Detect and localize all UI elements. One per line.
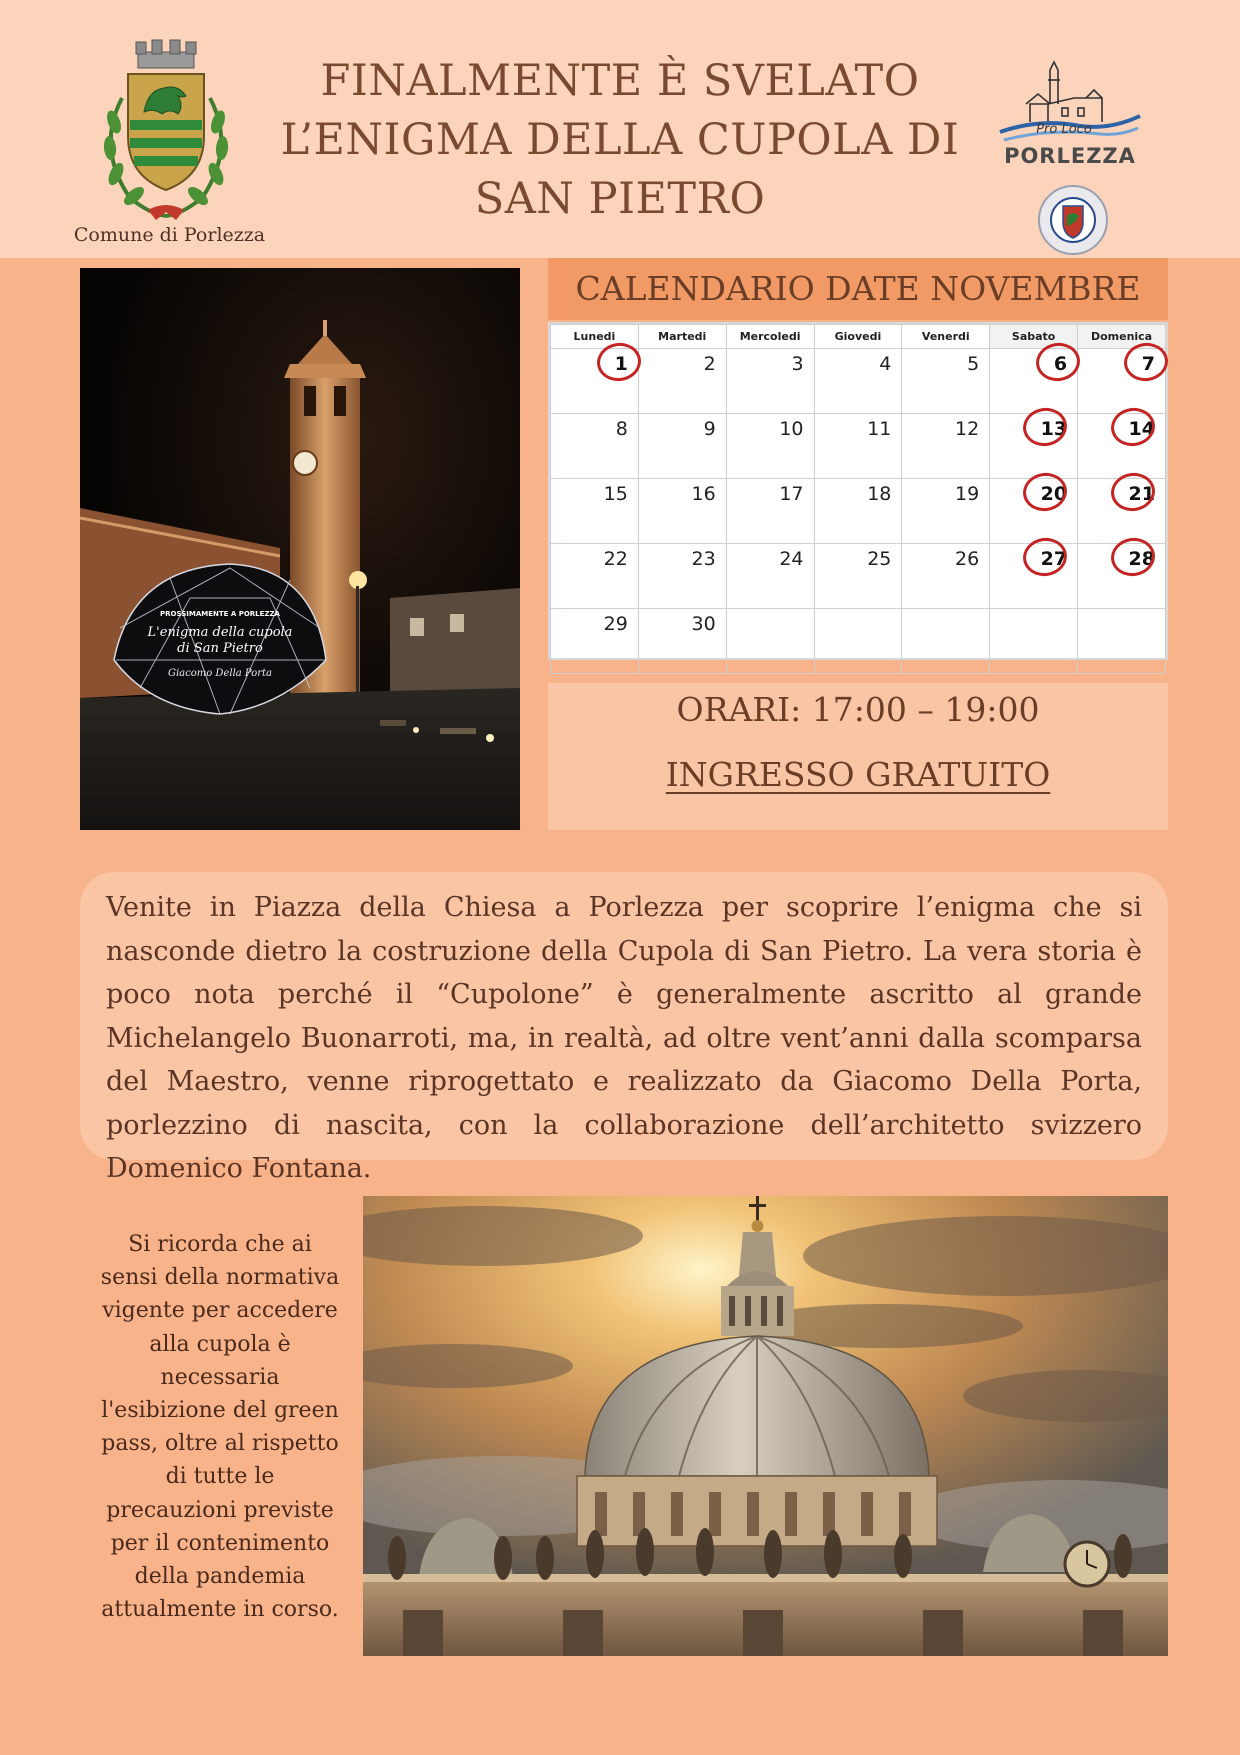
event-day-number: 27 <box>1037 546 1071 572</box>
day-number: 5 <box>967 353 980 375</box>
day-number: 12 <box>955 418 980 440</box>
calendar-day-cell <box>1078 414 1166 479</box>
weekday-header: Giovedi <box>814 325 902 349</box>
day-number: 3 <box>791 353 804 375</box>
opening-hours: ORARI: 17:00 – 19:00 <box>676 690 1040 729</box>
calendar-week-row <box>551 479 1166 544</box>
dome-title-line-1: L'enigma della cupola <box>147 625 293 640</box>
calendar-week-row <box>551 544 1166 609</box>
calendar-day-cell <box>814 609 902 674</box>
day-number: 15 <box>603 483 628 505</box>
calendar-day-cell <box>990 414 1078 479</box>
event-day-number: 14 <box>1125 416 1159 442</box>
day-number: 2 <box>703 353 716 375</box>
day-number: 23 <box>691 548 716 570</box>
calendar-day-cell <box>638 479 726 544</box>
day-number: 11 <box>867 418 892 440</box>
night-piazza-photo <box>80 268 520 830</box>
calendar-day-cell <box>726 544 814 609</box>
event-day-number: 28 <box>1125 546 1159 572</box>
calendar-day-cell <box>638 349 726 414</box>
event-day-number: 6 <box>1050 351 1071 377</box>
calendar-day-cell <box>1078 479 1166 544</box>
day-number: 4 <box>879 353 892 375</box>
calendar-grid <box>548 322 1168 660</box>
day-number: 26 <box>955 548 980 570</box>
calendar-day-cell <box>814 349 902 414</box>
dome-title-line-2: di San Pietro <box>177 641 263 656</box>
st-peters-dome-photo <box>363 1196 1168 1656</box>
day-number: 10 <box>779 418 804 440</box>
calendar-day-cell <box>814 544 902 609</box>
day-number: 8 <box>615 418 628 440</box>
calendar-day-cell <box>638 414 726 479</box>
dome-signature-text: Giacomo Della Porta <box>167 668 273 679</box>
weekday-header: Domenica <box>1078 325 1166 349</box>
calendar-day-cell <box>638 544 726 609</box>
calendar-weekday-row <box>551 325 1166 349</box>
calendar-day-cell <box>726 349 814 414</box>
day-number: 30 <box>691 613 716 635</box>
free-entry-label: INGRESSO GRATUITO <box>665 755 1051 794</box>
calendar-day-cell <box>814 414 902 479</box>
calendar-table <box>550 324 1166 674</box>
pro-loco-name: PORLEZZA <box>1004 144 1136 168</box>
comune-crest-logo <box>86 38 246 223</box>
calendar-day-cell <box>902 414 990 479</box>
weekday-header: Sabato <box>990 325 1078 349</box>
calendar-day-cell <box>638 609 726 674</box>
weekday-header: Venerdi <box>902 325 990 349</box>
association-badge-logo <box>1037 184 1109 256</box>
calendar-day-cell <box>1078 544 1166 609</box>
event-day-number: 20 <box>1037 481 1071 507</box>
page-title <box>270 52 970 229</box>
calendar-day-cell <box>902 349 990 414</box>
calendar-day-cell <box>726 479 814 544</box>
calendar-day-cell <box>551 544 639 609</box>
crown-icon <box>136 40 196 68</box>
green-pass-note: Si ricorda che ai sensi della normativa vigente per accedere alla cupola è necessaria l'esibizione del green pass, oltre al rispetto di tutte le precauzioni previste per il contenimento della pandemia attualmente in corso. <box>100 1232 340 1623</box>
day-number: 25 <box>867 548 892 570</box>
day-number: 29 <box>603 613 628 635</box>
day-number: 18 <box>867 483 892 505</box>
pro-loco-label: Pro Loco <box>1036 122 1092 137</box>
calendar-week-row <box>551 609 1166 674</box>
calendar-day-cell <box>726 609 814 674</box>
calendar-day-cell <box>1078 349 1166 414</box>
calendar-day-cell <box>990 544 1078 609</box>
dome-banner-text: PROSSIMAMENTE A PORLEZZA <box>160 610 280 618</box>
day-number: 16 <box>691 483 716 505</box>
weekday-header: Martedi <box>638 325 726 349</box>
calendar-day-cell <box>551 349 639 414</box>
day-number: 24 <box>779 548 804 570</box>
weekday-header: Mercoledi <box>726 325 814 349</box>
day-number: 19 <box>955 483 980 505</box>
title-line-3: SAN PIETRO <box>474 174 766 224</box>
calendar-week-row <box>551 349 1166 414</box>
calendar-day-cell <box>902 544 990 609</box>
calendar-title: CALENDARIO DATE NOVEMBRE <box>548 258 1168 320</box>
day-number: 9 <box>703 418 716 440</box>
event-day-number: 1 <box>611 351 632 377</box>
calendar-body <box>551 349 1166 674</box>
title-line-1: FINALMENTE È SVELATO <box>320 56 920 106</box>
comune-label: Comune di Porlezza <box>73 224 266 246</box>
calendar-week-row <box>551 414 1166 479</box>
title-line-2: L’ENIGMA DELLA CUPOLA DI <box>280 115 960 165</box>
day-number: 17 <box>779 483 804 505</box>
event-day-number: 13 <box>1037 416 1071 442</box>
calendar-day-cell <box>726 414 814 479</box>
calendar-day-cell <box>902 479 990 544</box>
calendar-day-cell <box>814 479 902 544</box>
calendar-day-cell <box>551 479 639 544</box>
calendar-day-cell <box>1078 609 1166 674</box>
event-day-number: 21 <box>1125 481 1159 507</box>
calendar-day-cell <box>902 609 990 674</box>
calendar-day-cell <box>551 414 639 479</box>
calendar-day-cell <box>990 609 1078 674</box>
day-number: 22 <box>603 548 628 570</box>
calendar-day-cell <box>990 349 1078 414</box>
description-text: Venite in Piazza della Chiesa a Porlezza per scoprire l’enigma che si nasconde dietro la costruzione della Cupola di San Pietro. La vera storia è poco nota perché il “Cupolone” è generalmente ascritto al grande Michelangelo Buonarroti, ma, in realtà, ad oltre vent’anni dalla scomparsa del Maestro, venne riprogettato e realizzato da Giacomo Della Porta, porlezzino di nascita, con la collaborazione dell’architetto svizzero Domenico Fontana. <box>106 892 1142 1184</box>
weekday-header: Lunedi <box>551 325 639 349</box>
calendar-day-cell <box>990 479 1078 544</box>
calendar-day-cell <box>551 609 639 674</box>
event-day-number: 7 <box>1138 351 1159 377</box>
